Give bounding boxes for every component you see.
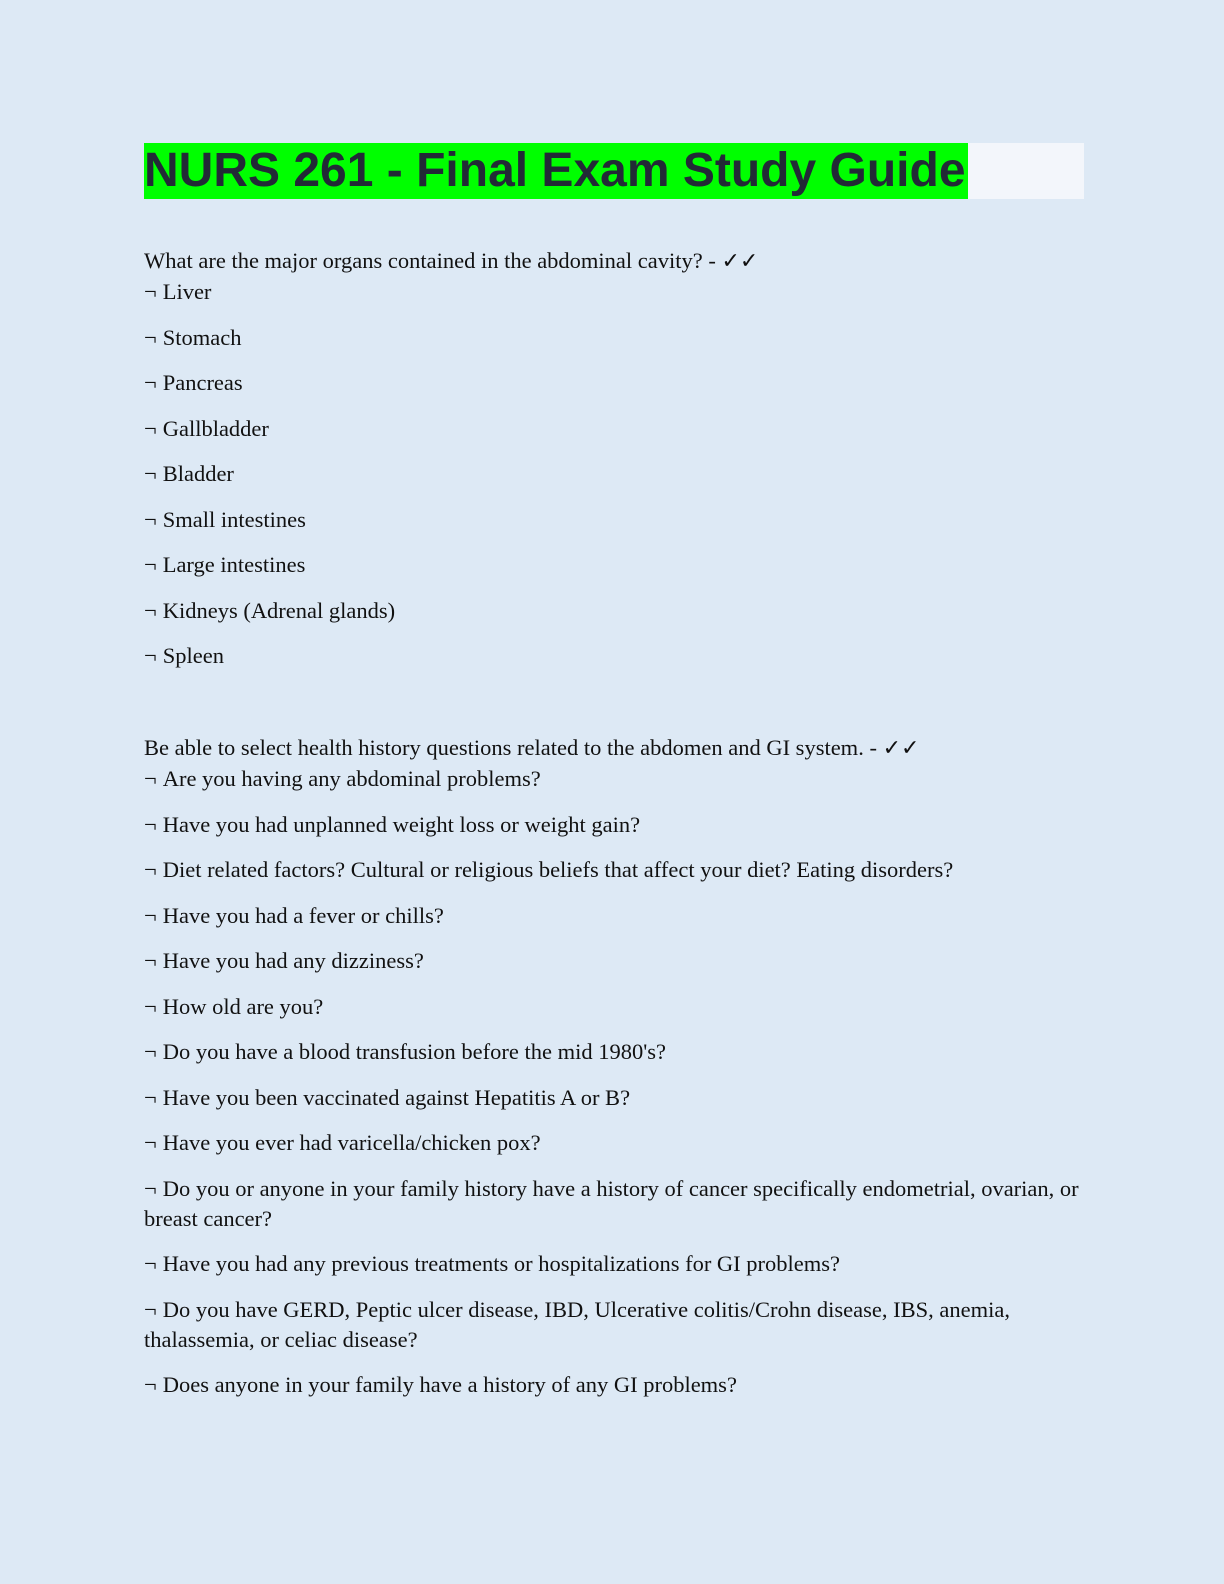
bullet-symbol: ¬: [144, 1251, 157, 1276]
answer-text: Have you had any previous treatments or hospitalizations for GI problems?: [162, 1251, 841, 1276]
answer-text: Bladder: [162, 461, 234, 486]
answer-text: Have you had any dizziness?: [162, 948, 424, 973]
question-section-health-history: [144, 733, 1084, 1416]
bullet-symbol: ¬: [144, 1372, 157, 1397]
list-item: [144, 1037, 1084, 1067]
list-item: [144, 505, 1084, 535]
bullet-symbol: ¬: [144, 597, 157, 623]
list-item: [144, 855, 1084, 885]
list-item: [144, 596, 1084, 626]
answer-list: [144, 277, 1084, 671]
answer-text: Does anyone in your family have a history of any GI problems?: [162, 1372, 737, 1397]
answer-text: Have you had unplanned weight loss or weight gain?: [162, 811, 641, 837]
bullet-symbol: ¬: [144, 1296, 157, 1322]
answer-text: Have you been vaccinated against Hepatitis A or B?: [162, 1084, 631, 1110]
bullet-symbol: ¬: [144, 552, 157, 577]
question-section-organs: [144, 246, 1084, 687]
bullet-symbol: ¬: [144, 415, 157, 441]
bullet-symbol: ¬: [144, 1084, 157, 1110]
list-item: [144, 459, 1084, 489]
bullet-symbol: ¬: [144, 1039, 157, 1064]
answer-text: Have you had a fever or chills?: [162, 902, 444, 928]
list-item: [144, 764, 1084, 794]
answer-text: Gallbladder: [162, 415, 269, 441]
list-item: [144, 1295, 1084, 1355]
answer-text: Large intestines: [162, 552, 306, 577]
bullet-symbol: ¬: [144, 506, 157, 532]
double-check-icon: ✓✓: [882, 736, 920, 761]
answer-text: Diet related factors? Cultural or religious beliefs that affect your diet? Eating disorders?: [162, 857, 954, 882]
answer-text: Do you or anyone in your family history have a history of cancer specifically endometrial, ovarian, or breast cancer?: [144, 1175, 1079, 1231]
answer-list: [144, 764, 1084, 1400]
bullet-symbol: ¬: [144, 370, 157, 395]
question-text: What are the major organs contained in the abdominal cavity? - ✓✓: [144, 248, 759, 274]
bullet-symbol: ¬: [144, 857, 157, 882]
bullet-symbol: ¬: [144, 279, 157, 304]
answer-text: Do you have GERD, Peptic ulcer disease, IBD, Ulcerative colitis/Crohn disease, IBS, anemia, thalassemia, or celiac disease?: [144, 1296, 1010, 1352]
answer-text: Are you having any abdominal problems?: [162, 766, 541, 791]
bullet-symbol: ¬: [144, 643, 157, 668]
answer-text: Small intestines: [162, 506, 306, 532]
list-item: [144, 1370, 1084, 1400]
list-item: [144, 1128, 1084, 1158]
list-item: [144, 641, 1084, 671]
double-check-icon: ✓✓: [721, 249, 759, 274]
bullet-symbol: ¬: [144, 811, 157, 837]
question-text: Be able to select health history questions related to the abdomen and GI system. - ✓✓: [144, 735, 920, 761]
answer-text: Do you have a blood transfusion before the mid 1980's?: [162, 1039, 667, 1064]
list-item: [144, 277, 1084, 307]
list-item: [144, 946, 1084, 976]
list-item: [144, 1174, 1084, 1234]
bullet-symbol: ¬: [144, 902, 157, 928]
list-item: [144, 1083, 1084, 1113]
bullet-symbol: ¬: [144, 1130, 157, 1155]
list-item: [144, 810, 1084, 840]
answer-text: Kidneys (Adrenal glands): [162, 597, 396, 623]
list-item: [144, 992, 1084, 1022]
answer-text: Spleen: [162, 643, 224, 668]
list-item: [144, 901, 1084, 931]
list-item: [144, 368, 1084, 398]
bullet-symbol: ¬: [144, 993, 157, 1019]
answer-text: Have you ever had varicella/chicken pox?: [162, 1130, 541, 1155]
list-item: [144, 1249, 1084, 1279]
list-item: [144, 323, 1084, 353]
bullet-symbol: ¬: [144, 948, 157, 973]
answer-text: Liver: [162, 279, 212, 304]
page-title: NURS 261 - Final Exam Study Guide: [144, 144, 966, 197]
list-item: [144, 414, 1084, 444]
bullet-symbol: ¬: [144, 324, 157, 350]
answer-text: How old are you?: [162, 993, 324, 1019]
answer-text: Pancreas: [162, 370, 243, 395]
bullet-symbol: ¬: [144, 461, 157, 486]
list-item: [144, 550, 1084, 580]
bullet-symbol: ¬: [144, 766, 157, 791]
answer-text: Stomach: [162, 324, 242, 350]
bullet-symbol: ¬: [144, 1175, 157, 1201]
